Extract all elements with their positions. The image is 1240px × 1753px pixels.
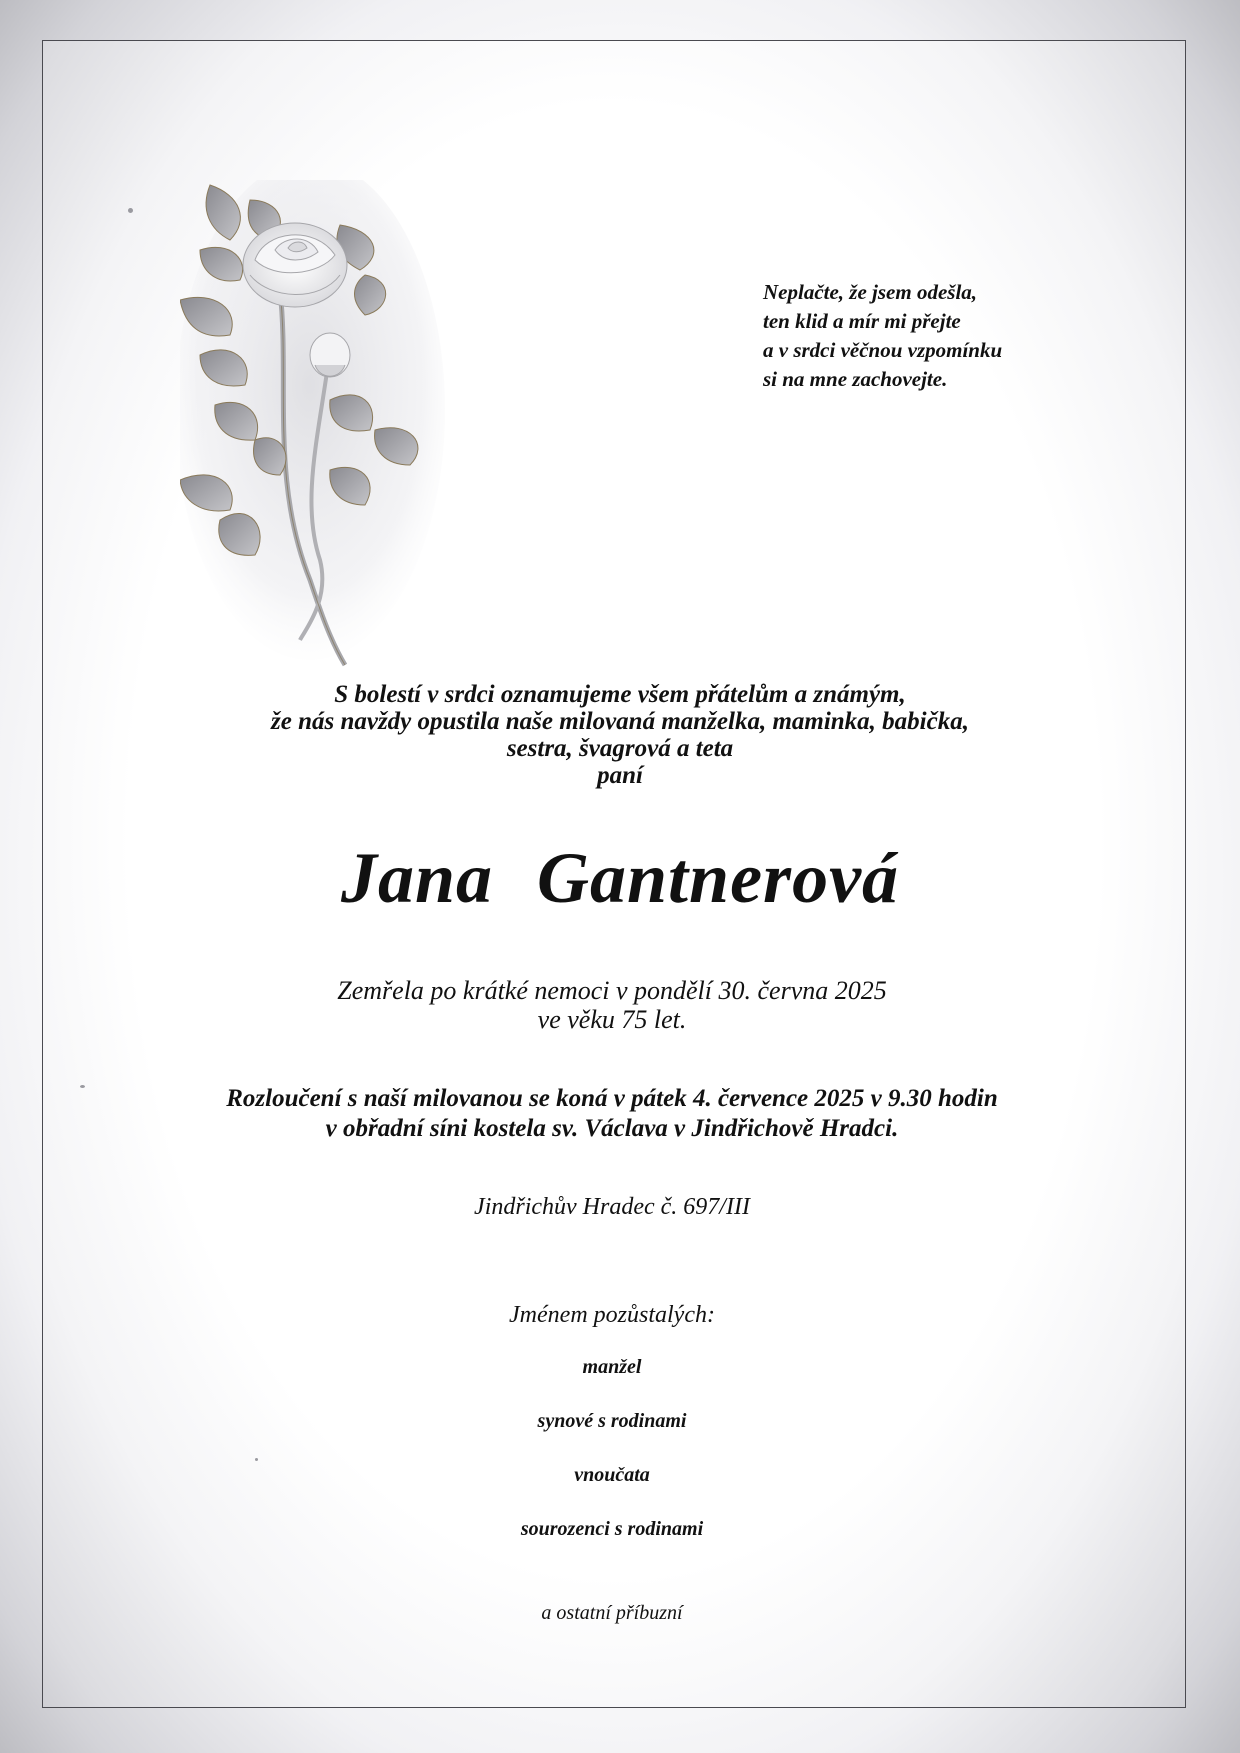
poem-line: Neplačte, že jsem odešla,	[763, 280, 978, 304]
relative-item: vnoučata	[574, 1464, 650, 1486]
death-info	[0, 976, 1224, 1034]
announcement	[0, 681, 1240, 789]
poem-line: ten klid a mír mi přejte	[763, 309, 961, 333]
scan-speck	[255, 1458, 258, 1461]
address: Jindřichův Hradec č. 697/III	[474, 1194, 750, 1220]
scan-speck	[128, 208, 133, 213]
rose-icon	[180, 180, 450, 670]
relative-item: sourozenci s rodinami	[520, 1518, 704, 1540]
death-info-line: ve věku 75 let.	[537, 1005, 687, 1034]
announcement-line: že nás navždy opustila naše milovaná manželka, maminka, babička,	[271, 708, 969, 735]
scan-speck	[80, 1085, 85, 1088]
poem-line: si na mne zachovejte.	[763, 367, 948, 391]
bereaved-title: Jménem pozůstalých:	[509, 1302, 715, 1328]
announcement-line: S bolestí v srdci oznamujeme všem přátelům a známým,	[334, 681, 906, 708]
death-info-line: Zemřela po krátké nemoci v pondělí 30. června 2025	[337, 976, 887, 1005]
relative-item: synové s rodinami	[537, 1410, 687, 1432]
announcement-line: paní	[597, 762, 643, 789]
deceased-first-name: Jana	[340, 838, 493, 918]
relatives-list	[0, 1355, 1224, 1571]
farewell-info	[0, 1084, 1224, 1144]
farewell-line: v obřadní síni kostela sv. Václava v Jindřichově Hradci.	[325, 1115, 899, 1142]
deceased-last-name: Gantnerová	[537, 838, 900, 918]
poem	[763, 278, 1123, 394]
announcement-line: sestra, švagrová a teta	[506, 735, 734, 762]
relative-item: manžel	[582, 1356, 642, 1378]
deceased-name	[0, 836, 1240, 920]
farewell-line: Rozloučení s naší milovanou se koná v pátek 4. července 2025 v 9.30 hodin	[226, 1085, 998, 1112]
other-relatives: a ostatní příbuzní	[541, 1602, 683, 1624]
poem-line: a v srdci věčnou vzpomínku	[763, 338, 1003, 362]
